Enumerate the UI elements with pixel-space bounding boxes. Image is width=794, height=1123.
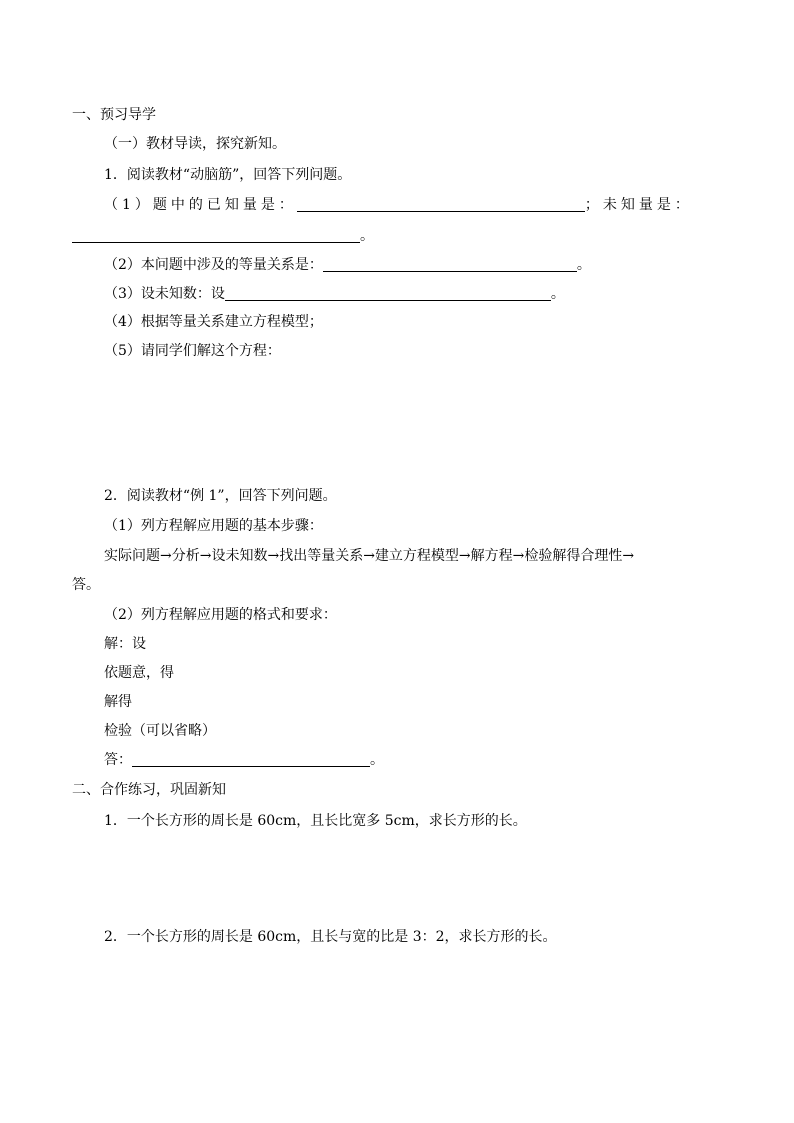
known-quantity-blank[interactable] bbox=[297, 197, 585, 212]
equal-relation-label: （2）本问题中涉及的等量关系是： bbox=[104, 257, 323, 273]
format-equation: 依题意，得 bbox=[104, 665, 174, 681]
question2-part1: （1）列方程解应用题的基本步骤： bbox=[104, 518, 323, 534]
steps-line: 实际问题→分析→设未知数→找出等量关系→建立方程模型→解方程→检验解得合理性→ bbox=[104, 548, 635, 564]
exercise-1: 1．一个长方形的周长是 60cm，且长比宽多 5cm，求长方形的长。 bbox=[104, 813, 527, 829]
question1-part4: （4）根据等量关系建立方程模型； bbox=[104, 314, 323, 330]
question1-title: 1．阅读教材“动脑筋”，回答下列问题。 bbox=[104, 167, 352, 183]
subsection-heading: （一）教材导读，探究新知。 bbox=[104, 136, 286, 152]
equal-relation-blank[interactable] bbox=[323, 257, 577, 272]
answer-blank[interactable] bbox=[132, 752, 370, 767]
question1-part2 bbox=[104, 256, 591, 274]
question2-part2: （2）列方程解应用题的格式和要求： bbox=[104, 607, 337, 623]
unknown-quantity-label: ；未知量是： bbox=[584, 197, 693, 213]
period: 。 bbox=[360, 228, 374, 244]
question1-part5: （5）请同学们解这个方程： bbox=[104, 343, 281, 359]
format-solve: 解：设 bbox=[104, 636, 146, 652]
period: 。 bbox=[576, 257, 591, 273]
format-solution: 解得 bbox=[104, 694, 132, 710]
set-unknown-label: （3）设未知数：设 bbox=[104, 286, 225, 302]
steps-line-cont: 答。 bbox=[72, 577, 100, 593]
exercise-2: 2．一个长方形的周长是 60cm，且长与宽的比是 3：2，求长方形的长。 bbox=[104, 929, 557, 945]
format-check: 检验（可以省略） bbox=[104, 723, 216, 739]
question1-part3 bbox=[104, 285, 565, 303]
section2-heading: 二、合作练习，巩固新知 bbox=[72, 782, 226, 798]
answer-label: 答： bbox=[104, 752, 132, 768]
format-answer bbox=[104, 751, 384, 769]
known-quantity-label: （1）题中的已知量是： bbox=[104, 197, 297, 213]
period: 。 bbox=[370, 752, 384, 768]
set-unknown-blank[interactable] bbox=[225, 286, 551, 301]
question1-part1-cont bbox=[72, 227, 374, 245]
question2-title: 2．阅读教材“例 1”，回答下列问题。 bbox=[104, 488, 337, 504]
question1-part1 bbox=[104, 196, 693, 214]
section1-heading: 一、预习导学 bbox=[72, 107, 156, 123]
period: 。 bbox=[550, 286, 565, 302]
unknown-quantity-blank[interactable] bbox=[72, 228, 360, 243]
